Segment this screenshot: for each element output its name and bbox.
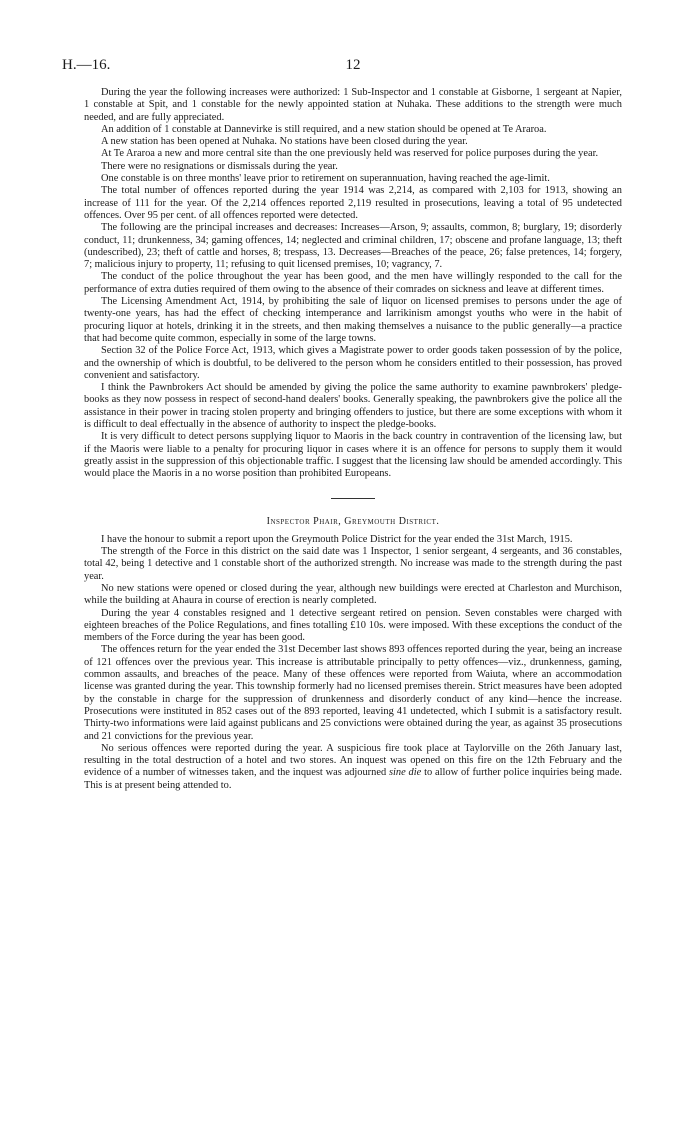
paragraph: The following are the principal increases and decreases: Increases—Arson, 9; assaults, common, 8; burglary, 19; disorderly conduct, 11; drunkenness, 34; gaming offences, 14; neglected and criminal children, 17; obscene and profane language, 13; theft (undescribed), 23; theft of cattle and horses, 8; trespass, 13. Decreases—Breaches of the peace, 26; false pretences, 14; forgery, 7; malicious injury to property, 11; refusing to quit licensed premises, 10; vagrancy, 7. <box>84 222 622 271</box>
page-header <box>58 57 648 77</box>
paragraph: During the year the following increases were authorized: 1 Sub-Inspector and 1 constable at Gisborne, 1 sergeant at Napier, 1 constable at Spit, and 1 constable for the newly appointed station at Nuhaka. These additions to the strength were much needed, and are fully appreciated. <box>84 87 622 123</box>
section-divider <box>331 498 375 499</box>
italic-phrase: sine die <box>388 767 422 779</box>
paragraph: The Licensing Amendment Act, 1914, by prohibiting the sale of liquor on licensed premises to persons under the age of twenty-one years, has had the effect of checking intemperance and larrikinism amongst youths who were in the habit of procuring liquor at hotels, drinking it in the streets, and then making themselves a nuisance to the public generally—a practice that had become quite common, especially in some of the large towns. <box>84 296 622 344</box>
paragraph: At Te Araroa a new and more central site than the one previously held was reserved for police purposes during the year. <box>101 148 599 160</box>
paragraph: The total number of offences reported during the year 1914 was 2,214, as compared with 2,103 for 1913, showing an increase of 111 for the year. Of the 2,214 offences reported 2,119 resulted in prosecutions, leaving a total of 95 undetected offences. Over 95 per cent. of all offences reported were detected. <box>84 185 622 221</box>
paragraph: During the year 4 constables resigned and 1 detective sergeant retired on pension. Seven constables were charged with eighteen breaches of the Police Regulations, and fines totalling £10 10s. were imposed. With these exceptions the conduct of the members of the Force during the year has been good. <box>84 607 622 644</box>
closing-text-end: to allow of further police inquiries being made. This is at present being attended to. <box>84 767 622 791</box>
paragraph: Section 32 of the Police Force Act, 1913, which gives a Magistrate power to order goods taken possession of by the police, and the ownership of which is doubtful, to be delivered to the person whom he considers entitled to their possession, has proved convenient and satisfactory. <box>84 345 622 381</box>
paragraph: No new stations were opened or closed during the year, although new buildings were erected at Charleston and Murchison, while the building at Ahaura in course of erection is nearly completed. <box>84 582 622 607</box>
paragraph: I think the Pawnbrokers Act should be amended by giving the police the same authority to examine pawnbrokers' pledge-books as they now possess in respect of second-hand dealers' books. Generally speaking, the pawnbrokers give the police all the assistance in their power in tracing stolen property and bringing offenders to justice, but there are some exceptions with whom it is difficult to deal effectually in the absence of authority to inspect the pledge-books. <box>84 382 622 431</box>
section-title: Inspector Phair, Greymouth District. <box>266 515 440 527</box>
paragraph: There were no resignations or dismissals during the year. <box>101 160 338 172</box>
document-reference: H.—16. <box>62 57 111 73</box>
closing-paragraph <box>84 743 622 792</box>
paragraph: The strength of the Force in this district on the said date was 1 Inspector, 1 senior sergeant, 4 sergeants, and 36 constables, total 42, being 1 detective and 1 constable short of the authorized strength. No increase was made to the strength during the past year. <box>84 546 622 582</box>
paragraph: It is very difficult to detect persons supplying liquor to Maoris in the back country in contravention of the licensing law, but if the Maoris were liable to a penalty for procuring liquor in cases where it is an offence for persons to supply them it would greatly assist in the suppression of this objectionable traffic. I suggest that the licensing law should be amended accordingly. This would place the Maoris in a no worse position than prohibited Europeans. <box>84 431 622 480</box>
paragraph: The offences return for the year ended the 31st December last shows 893 offences reported during the year, being an increase of 121 offences over the previous year. This increase is attributable principally to petty offences—viz., drunkenness, gaming, common assaults, and breaches of the peace. Many of these offences were reported from Waiuta, where an accommodation license was granted during the year. This township formerly had no licensed premises therein. Strict measures have been adopted by the constable in charge for the suppression of drunkenness and disorderly conduct of any kind—hence the increase. Prosecutions were instituted in 852 cases out of the 893 reported, leaving 41 undetected, which I submit is a satisfactory result. Thirty-two informations were laid against publicans and 25 convictions were obtained during the year, as against 35 prosecutions and 21 convictions for the previous year. <box>84 644 622 742</box>
paragraph: One constable is on three months' leave prior to retirement on superannuation, having reached the age-limit. <box>101 173 550 185</box>
paragraph: The conduct of the police throughout the year has been good, and the men have willingly responded to the call for the performance of extra duties required of them owing to the absence of their comrades on sickness and leave at different times. <box>84 271 622 295</box>
paragraph: A new station has been opened at Nuhaka. No stations have been closed during the year. <box>101 136 468 148</box>
closing-text-start: No serious offences were reported during the year. A suspicious fire took place at Taylorville on the 26th January last, resulting in the total destruction of a hotel and two stores. An inquest was opened on this fire on the 12th February and the evidence of a number of witnesses taken, and the inquest was adjourned <box>84 742 622 779</box>
report-body <box>84 87 622 792</box>
paragraph: An addition of 1 constable at Dannevirke is still required, and a new station should be opened at Te Araroa. <box>101 123 547 135</box>
paragraph: I have the honour to submit a report upon the Greymouth Police District for the year ended the 31st March, 1915. <box>101 533 573 545</box>
page-number: 12 <box>345 57 361 73</box>
